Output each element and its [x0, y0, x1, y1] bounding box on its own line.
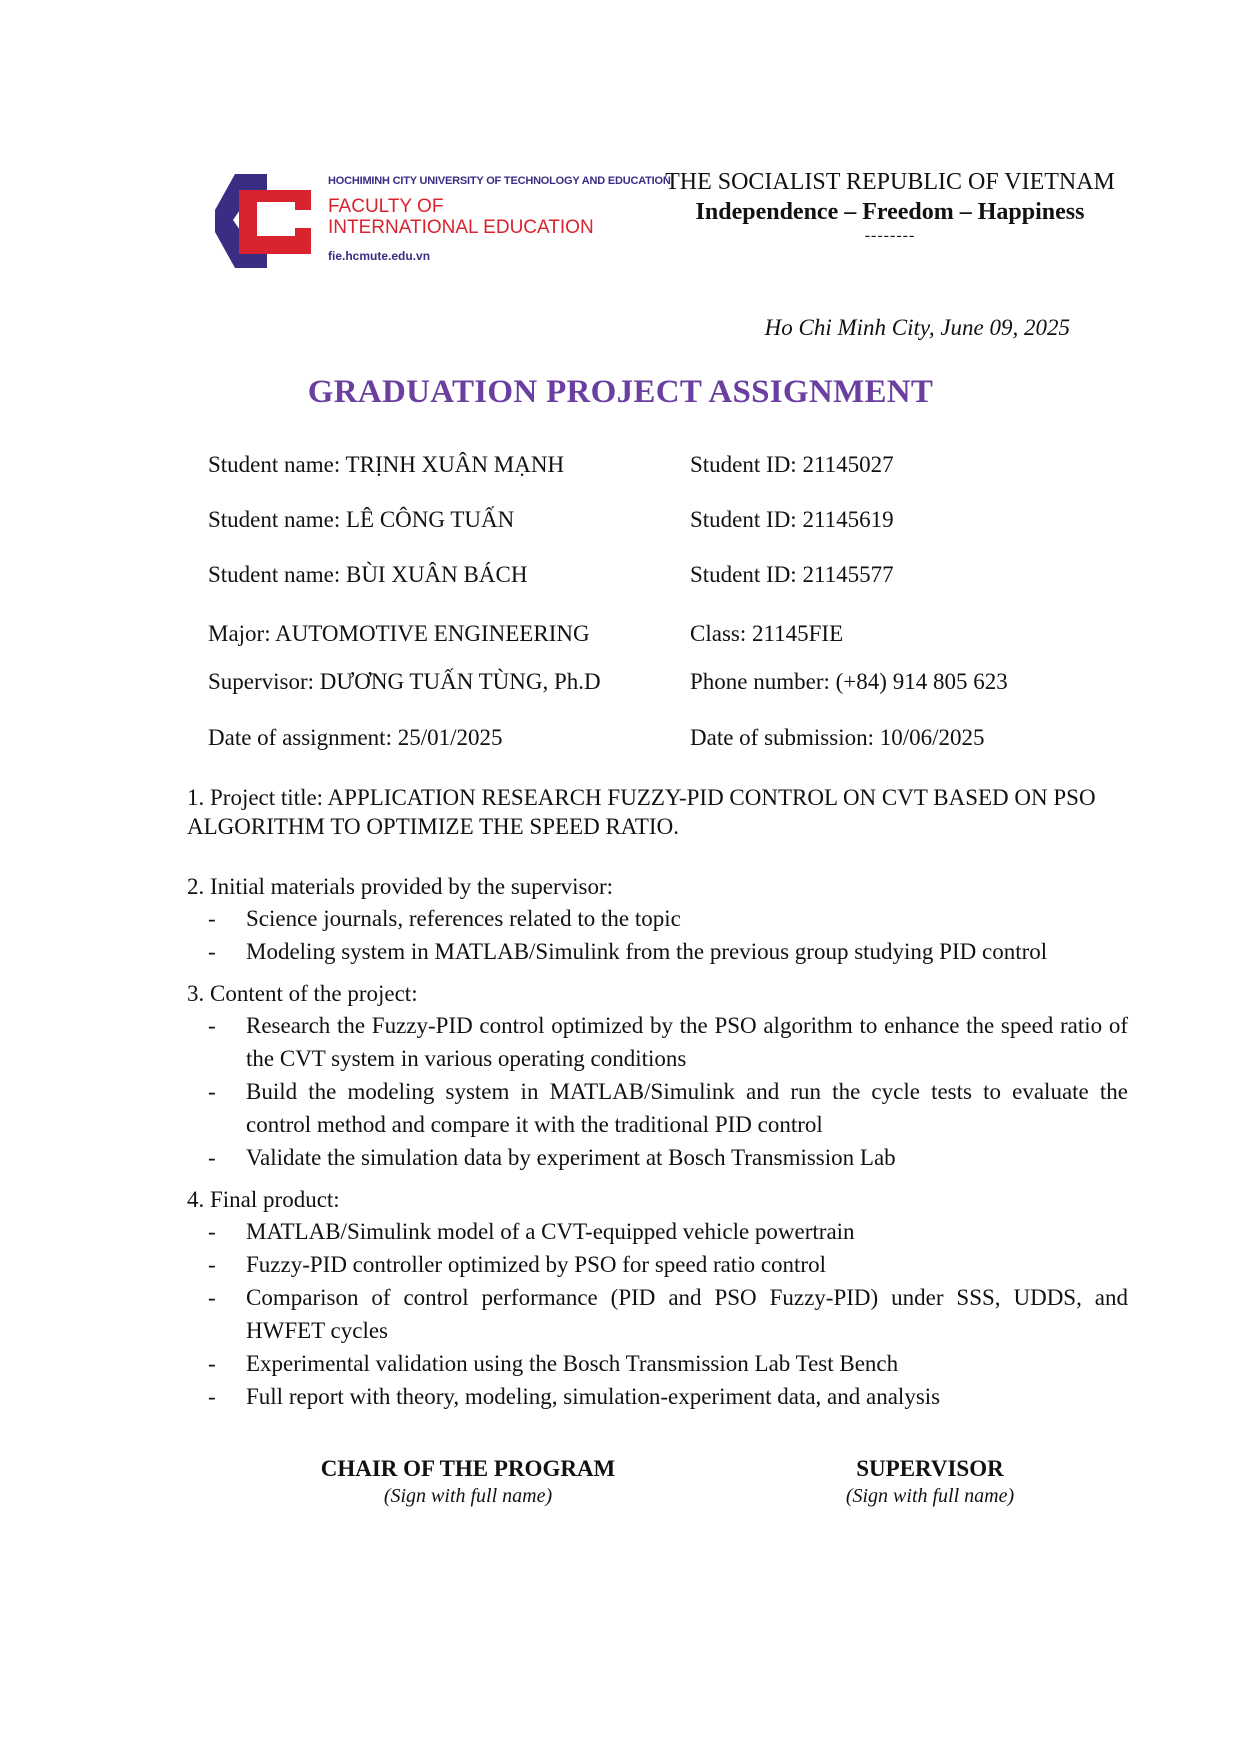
list-item: [208, 1248, 1128, 1281]
faculty-logo: [215, 172, 671, 272]
list-item-text: Fuzzy-PID controller optimized by PSO for speed ratio control: [246, 1252, 826, 1277]
place-and-date: Ho Chi Minh City, June 09, 2025: [764, 315, 1070, 340]
list-item-text: Science journals, references related to the topic: [246, 906, 681, 931]
class: Class: 21145FIE: [690, 621, 844, 646]
date-of-submission: Date of submission: 10/06/2025: [690, 725, 985, 750]
materials-heading: 2. Initial materials provided by the supervisor:: [187, 874, 614, 899]
list-item: [208, 1075, 1128, 1141]
list-item: [208, 1380, 1128, 1413]
date-of-assignment: Date of assignment: 25/01/2025: [208, 725, 503, 750]
national-divider: --------: [864, 227, 916, 244]
bullet-dash: -: [208, 1351, 216, 1376]
national-title: THE SOCIALIST REPUBLIC OF VIETNAM: [665, 169, 1115, 195]
content-heading: 3. Content of the project:: [187, 981, 418, 1006]
bullet-dash: -: [208, 1219, 216, 1244]
product-heading: 4. Final product:: [187, 1187, 340, 1212]
bullet-dash: -: [208, 1285, 216, 1310]
student-id-1: Student ID: 21145027: [690, 452, 894, 477]
logo-faculty-line2: INTERNATIONAL EDUCATION: [328, 217, 594, 238]
list-item-text: Full report with theory, modeling, simulation-experiment data, and analysis: [246, 1384, 941, 1409]
student-id-3: Student ID: 21145577: [690, 562, 894, 587]
bullet-dash: -: [208, 1252, 216, 1277]
chair-title: CHAIR OF THE PROGRAM: [320, 1456, 616, 1481]
national-motto: Independence – Freedom – Happiness: [695, 199, 1085, 225]
student-name-2: Student name: LÊ CÔNG TUẤN: [208, 507, 515, 532]
major: Major: AUTOMOTIVE ENGINEERING: [208, 621, 590, 646]
page-title: GRADUATION PROJECT ASSIGNMENT: [307, 374, 934, 410]
bullet-dash: -: [208, 1079, 216, 1104]
list-item: [208, 1347, 1128, 1380]
list-item: [208, 1141, 1128, 1174]
list-item-text: Modeling system in MATLAB/Simulink from the previous group studying PID control: [246, 939, 1048, 964]
supervisor: Supervisor: DƯƠNG TUẤN TÙNG, Ph.D: [208, 669, 601, 694]
chair-signature-block: [268, 1456, 668, 1508]
bullet-dash: -: [208, 906, 216, 931]
bullet-dash: -: [208, 1013, 216, 1038]
list-item-text: Build the modeling system in MATLAB/Simulink and run the cycle tests to evaluate the control method and compare it with the traditional PID control: [246, 1079, 1128, 1137]
list-item-text: Experimental validation using the Bosch Transmission Lab Test Bench: [246, 1351, 899, 1376]
national-header: [640, 167, 1140, 245]
list-item-text: Validate the simulation data by experiment at Bosch Transmission Lab: [246, 1145, 896, 1170]
list-item: [208, 1281, 1128, 1347]
supervisor-title: SUPERVISOR: [856, 1456, 1004, 1481]
student-id-2: Student ID: 21145619: [690, 507, 894, 532]
list-item: [208, 1009, 1128, 1075]
list-item: [208, 935, 1128, 968]
list-item: [208, 1215, 1128, 1248]
chair-sign-note: (Sign with full name): [383, 1485, 553, 1507]
logo-university-name: HOCHIMINH CITY UNIVERSITY OF TECHNOLOGY AND EDUCATION: [328, 175, 671, 187]
student-name-3: Student name: BÙI XUÂN BÁCH: [208, 562, 528, 587]
bullet-dash: -: [208, 1145, 216, 1170]
list-item-text: Comparison of control performance (PID and PSO Fuzzy-PID) under SSS, UDDS, and HWFET cycles: [246, 1285, 1128, 1343]
list-item-text: Research the Fuzzy-PID control optimized by the PSO algorithm to enhance the speed ratio of the CVT system in various operating conditions: [246, 1013, 1128, 1071]
supervisor-sign-note: (Sign with full name): [845, 1485, 1015, 1507]
supervisor-signature-block: [780, 1456, 1080, 1508]
logo-website: fie.hcmute.edu.vn: [328, 249, 431, 263]
faculty-logo-mark-icon: [215, 172, 315, 272]
bullet-dash: -: [208, 939, 216, 964]
bullet-dash: -: [208, 1384, 216, 1409]
student-name-1: Student name: TRỊNH XUÂN MẠNH: [208, 452, 565, 477]
phone-number: Phone number: (+84) 914 805 623: [690, 669, 1008, 694]
list-item: [208, 902, 1128, 935]
project-title: 1. Project title: APPLICATION RESEARCH FUZZY-PID CONTROL ON CVT BASED ON PSO ALGORITHM TO OPTIMIZE THE SPEED RATIO.: [187, 785, 1096, 839]
list-item-text: MATLAB/Simulink model of a CVT-equipped vehicle powertrain: [246, 1219, 855, 1244]
logo-faculty-line1: FACULTY OF: [328, 196, 444, 217]
